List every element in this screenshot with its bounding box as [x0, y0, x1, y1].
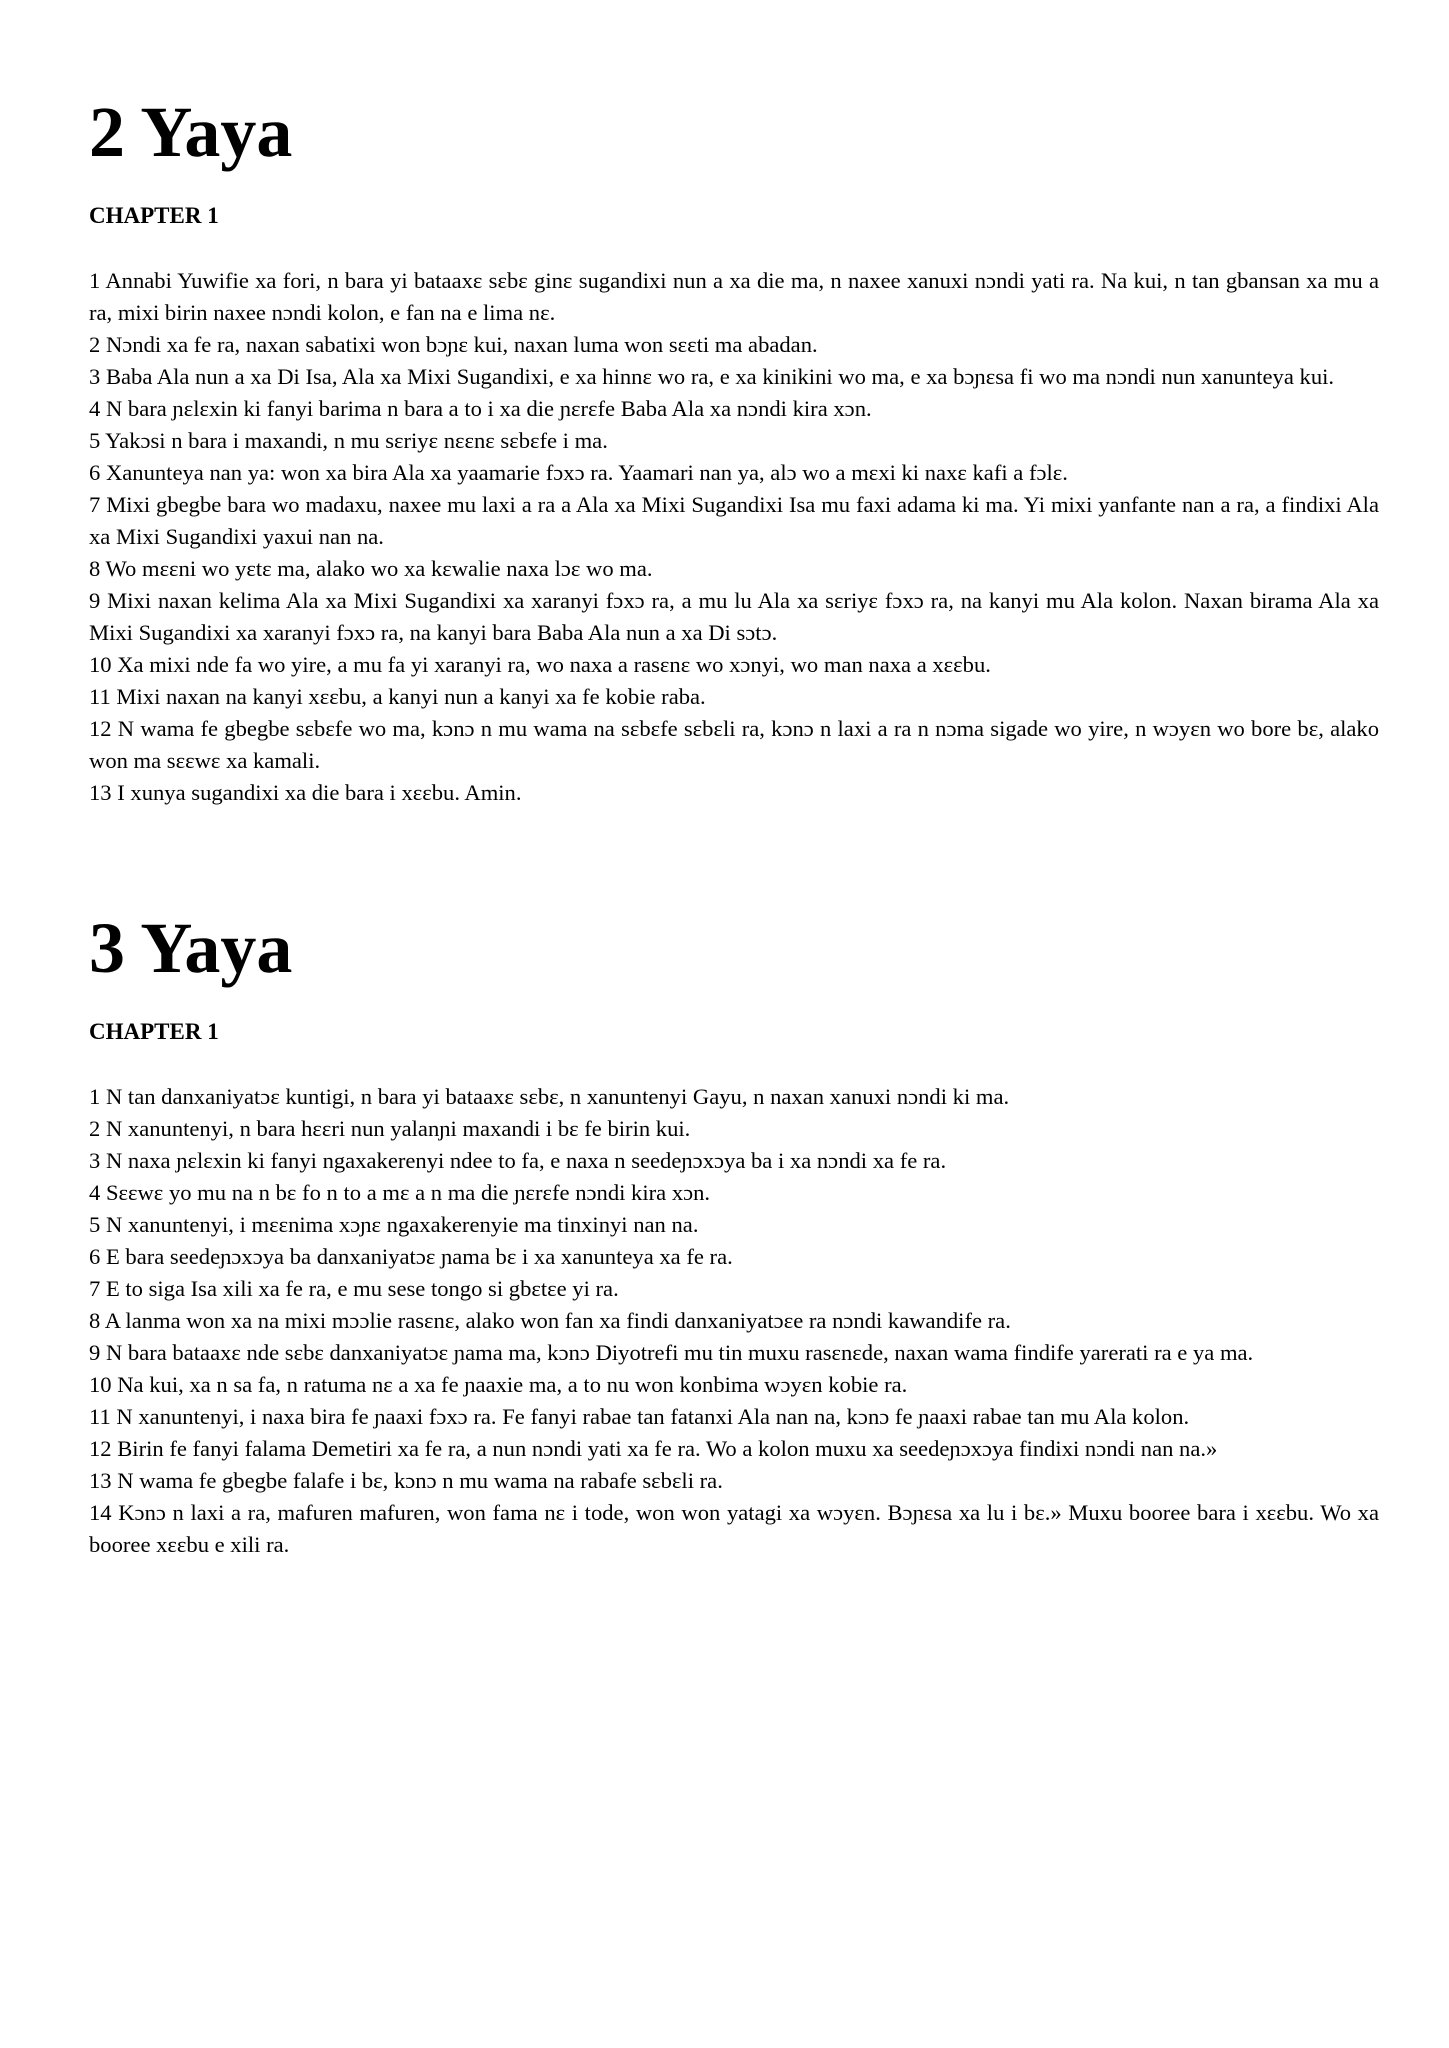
- verse: 3 Baba Ala nun a xa Di Isa, Ala xa Mixi Sugandixi, e xa hinnɛ wo ra, e xa kinikini wo ma, e xa bɔɲɛsa fi wo ma nɔndi nun xanunteya kui.: [89, 364, 1335, 389]
- verse: 2 N xanuntenyi, n bara hɛɛri nun yalanɲi maxandi i bɛ fe birin kui.: [89, 1116, 691, 1141]
- verse: 4 Sɛɛwɛ yo mu na n bɛ fo n to a mɛ a n ma die ɲɛrɛfe nɔndi kira xɔn.: [89, 1180, 711, 1205]
- verse: 7 E to siga Isa xili xa fe ra, e mu sese tongo si gbɛtɛe yi ra.: [89, 1276, 619, 1301]
- verse: 6 E bara seedeɲɔxɔya ba danxaniyatɔɛ ɲama bɛ i xa xanunteya xa fe ra.: [89, 1244, 733, 1269]
- book-title: 2 Yaya: [89, 92, 293, 172]
- verse: 13 I xunya sugandixi xa die bara i xɛɛbu. Amin.: [89, 780, 522, 805]
- book-title: 3 Yaya: [89, 908, 293, 988]
- verse: 2 Nɔndi xa fe ra, naxan sabatixi won bɔɲɛ kui, naxan luma won sɛɛti ma abadan.: [89, 332, 818, 357]
- verse: 8 A lanma won xa na mixi mɔɔlie rasɛnɛ, alako won fan xa findi danxaniyatɔɛe ra nɔndi kawandife ra.: [89, 1308, 1011, 1333]
- verse: 7 Mixi gbegbe bara wo madaxu, naxee mu laxi a ra a Ala xa Mixi Sugandixi Isa mu faxi adama ki ma. Yi mixi yanfante nan a ra, a findixi Ala xa Mixi Sugandixi yaxui nan na.: [89, 492, 1379, 549]
- verse-list: [89, 1081, 1379, 1561]
- verse: 12 Birin fe fanyi falama Demetiri xa fe ra, a nun nɔndi yati xa fe ra. Wo a kolon muxu xa seedeɲɔxɔya findixi nɔndi nan na.»: [89, 1436, 1218, 1461]
- chapter-heading: CHAPTER 1: [89, 203, 219, 228]
- chapter-heading: CHAPTER 1: [89, 1019, 219, 1044]
- verse: 13 N wama fe gbegbe falafe i bɛ, kɔnɔ n mu wama na rabafe sɛbɛli ra.: [89, 1468, 723, 1493]
- verse: 5 Yakɔsi n bara i maxandi, n mu sɛriyɛ nɛɛnɛ sɛbɛfe i ma.: [89, 428, 608, 453]
- verse: 8 Wo mɛɛni wo yɛtɛ ma, alako wo xa kɛwalie naxa lɔɛ wo ma.: [89, 556, 653, 581]
- verse: 14 Kɔnɔ n laxi a ra, mafuren mafuren, won fama nɛ i tode, won won yatagi xa wɔyɛn. Bɔɲɛsa xa lu i bɛ.» Muxu booree bara i xɛɛbu. Wo xa booree xɛɛbu e xili ra.: [89, 1500, 1379, 1557]
- verse: 10 Xa mixi nde fa wo yire, a mu fa yi xaranyi ra, wo naxa a rasɛnɛ wo xɔnyi, wo man naxa a xɛɛbu.: [89, 652, 991, 677]
- verse: 9 Mixi naxan kelima Ala xa Mixi Sugandixi xa xaranyi fɔxɔ ra, a mu lu Ala xa sɛriyɛ fɔxɔ ra, na kanyi mu Ala kolon. Naxan birama Ala xa Mixi Sugandixi xa xaranyi fɔxɔ ra, na kanyi bara Baba Ala nun a xa Di sɔtɔ.: [89, 588, 1379, 645]
- verse: 12 N wama fe gbegbe sɛbɛfe wo ma, kɔnɔ n mu wama na sɛbɛfe sɛbɛli ra, kɔnɔ n laxi a ra n nɔma sigade wo yire, n wɔyɛn wo bore bɛ, alako won ma sɛɛwɛ xa kamali.: [89, 716, 1379, 773]
- verse: 10 Na kui, xa n sa fa, n ratuma nɛ a xa fe ɲaaxie ma, a to nu won konbima wɔyɛn kobie ra.: [89, 1372, 908, 1397]
- verse: 11 N xanuntenyi, i naxa bira fe ɲaaxi fɔxɔ ra. Fe fanyi rabae tan fatanxi Ala nan na, kɔnɔ fe ɲaaxi rabae tan mu Ala kolon.: [89, 1404, 1190, 1429]
- verse: 1 N tan danxaniyatɔɛ kuntigi, n bara yi bataaxɛ sɛbɛ, n xanuntenyi Gayu, n naxan xanuxi nɔndi ki ma.: [89, 1084, 1010, 1109]
- verse: 3 N naxa ɲɛlɛxin ki fanyi ngaxakerenyi ndee to fa, e naxa n seedeɲɔxɔya ba i xa nɔndi xa fe ra.: [89, 1148, 947, 1173]
- verse: 6 Xanunteya nan ya: won xa bira Ala xa yaamarie fɔxɔ ra. Yaamari nan ya, alɔ wo a mɛxi ki naxɛ kafi a fɔlɛ.: [89, 460, 1068, 485]
- verse-list: [89, 265, 1379, 809]
- verse: 11 Mixi naxan na kanyi xɛɛbu, a kanyi nun a kanyi xa fe kobie raba.: [89, 684, 706, 709]
- verse: 1 Annabi Yuwifie xa fori, n bara yi bataaxɛ sɛbɛ ginɛ sugandixi nun a xa die ma, n naxee xanuxi nɔndi yati ra. Na kui, n tan gbansan xa mu a ra, mixi birin naxee nɔndi kolon, e fan na e lima nɛ.: [89, 268, 1379, 325]
- verse: 9 N bara bataaxɛ nde sɛbɛ danxaniyatɔɛ ɲama ma, kɔnɔ Diyotrefi mu tin muxu rasɛnɛde, naxan wama findife yarerati ra e ya ma.: [89, 1340, 1254, 1365]
- verse: 5 N xanuntenyi, i mɛɛnima xɔɲɛ ngaxakerenyie ma tinxinyi nan na.: [89, 1212, 699, 1237]
- verse: 4 N bara ɲɛlɛxin ki fanyi barima n bara a to i xa die ɲɛrɛfe Baba Ala xa nɔndi kira xɔn.: [89, 396, 872, 421]
